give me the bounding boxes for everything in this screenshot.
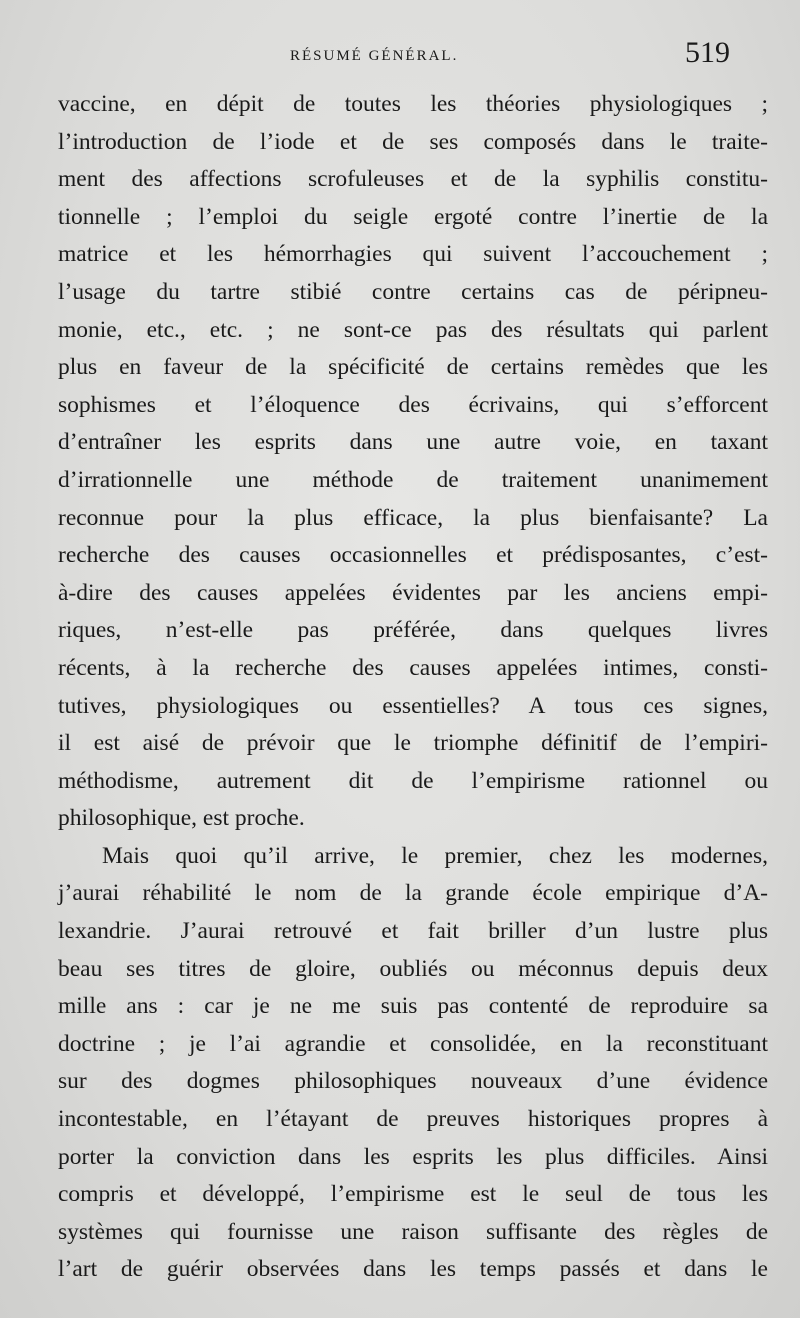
text-line: reconnue pour la plus efficace, la plus bienfaisante? La: [58, 504, 768, 531]
text-line: mille ans : car je ne me suis pas contenté de reproduire sa: [58, 993, 768, 1020]
text-line: doctrine ; je l’ai agrandie et consolidée, en la reconstituant: [58, 1030, 768, 1057]
text-line: sur des dogmes philosophiques nouveaux d’une évidence: [58, 1068, 768, 1095]
text-line: méthodisme, autrement dit de l’empirisme rationnel ou: [58, 767, 768, 794]
text-line: monie, etc., etc. ; ne sont-ce pas des résultats qui parlent: [58, 316, 768, 343]
body-text: [58, 86, 768, 1289]
text-line: lexandrie. J’aurai retrouvé et fait briller d’un lustre plus: [58, 918, 768, 945]
text-line: récents, à la recherche des causes appelées intimes, consti-: [58, 654, 768, 681]
text-line: tionnelle ; l’emploi du seigle ergoté contre l’inertie de la: [58, 203, 768, 230]
text-line: à-dire des causes appelées évidentes par les anciens empi-: [58, 579, 768, 606]
text-line: d’irrationnelle une méthode de traitement unanimement: [58, 466, 768, 493]
text-line: ment des affections scrofuleuses et de la syphilis constitu-: [58, 166, 768, 193]
text-line: matrice et les hémorrhagies qui suivent l’accouchement ;: [58, 241, 768, 268]
text-line: recherche des causes occasionnelles et prédisposantes, c’est-: [58, 542, 768, 569]
page-number: 519: [685, 36, 730, 69]
text-line: vaccine, en dépit de toutes les théories physiologiques ;: [58, 91, 768, 117]
text-line: tutives, physiologiques ou essentielles? A tous ces signes,: [58, 692, 768, 719]
page-header: [60, 36, 730, 84]
text-line: compris et développé, l’empirisme est le seul de tous les: [58, 1181, 768, 1208]
text-line: sophismes et l’éloquence des écrivains, qui s’efforcent: [58, 391, 768, 418]
text-line: incontestable, en l’étayant de preuves historiques propres à: [58, 1106, 768, 1133]
text-line: l’introduction de l’iode et de ses composés dans le traite-: [58, 128, 768, 155]
text-line: philosophique, est proche.: [58, 805, 305, 832]
paragraph-start-line: Mais quoi qu’il arrive, le premier, chez les modernes,: [102, 842, 768, 869]
text-line: riques, n’est-elle pas préférée, dans quelques livres: [58, 617, 768, 644]
text-line: d’entraîner les esprits dans une autre voie, en taxant: [58, 429, 768, 456]
text-line: l’usage du tartre stibié contre certains cas de péripneu-: [58, 278, 768, 305]
text-line: j’aurai réhabilité le nom de la grande école empirique d’A-: [58, 880, 768, 907]
text-line: l’art de guérir observées dans les temps passés et dans le: [58, 1256, 768, 1283]
text-line: porter la conviction dans les esprits les plus difficiles. Ainsi: [58, 1143, 768, 1170]
text-line: plus en faveur de la spécificité de certains remèdes que les: [58, 354, 768, 381]
text-line: il est aisé de prévoir que le triomphe définitif de l’empiri-: [58, 730, 768, 757]
running-head: RÉSUMÉ GÉNÉRAL.: [290, 48, 459, 64]
text-line: beau ses titres de gloire, oubliés ou méconnus depuis deux: [58, 955, 768, 982]
text-line: systèmes qui fournisse une raison suffisante des règles de: [58, 1218, 768, 1245]
